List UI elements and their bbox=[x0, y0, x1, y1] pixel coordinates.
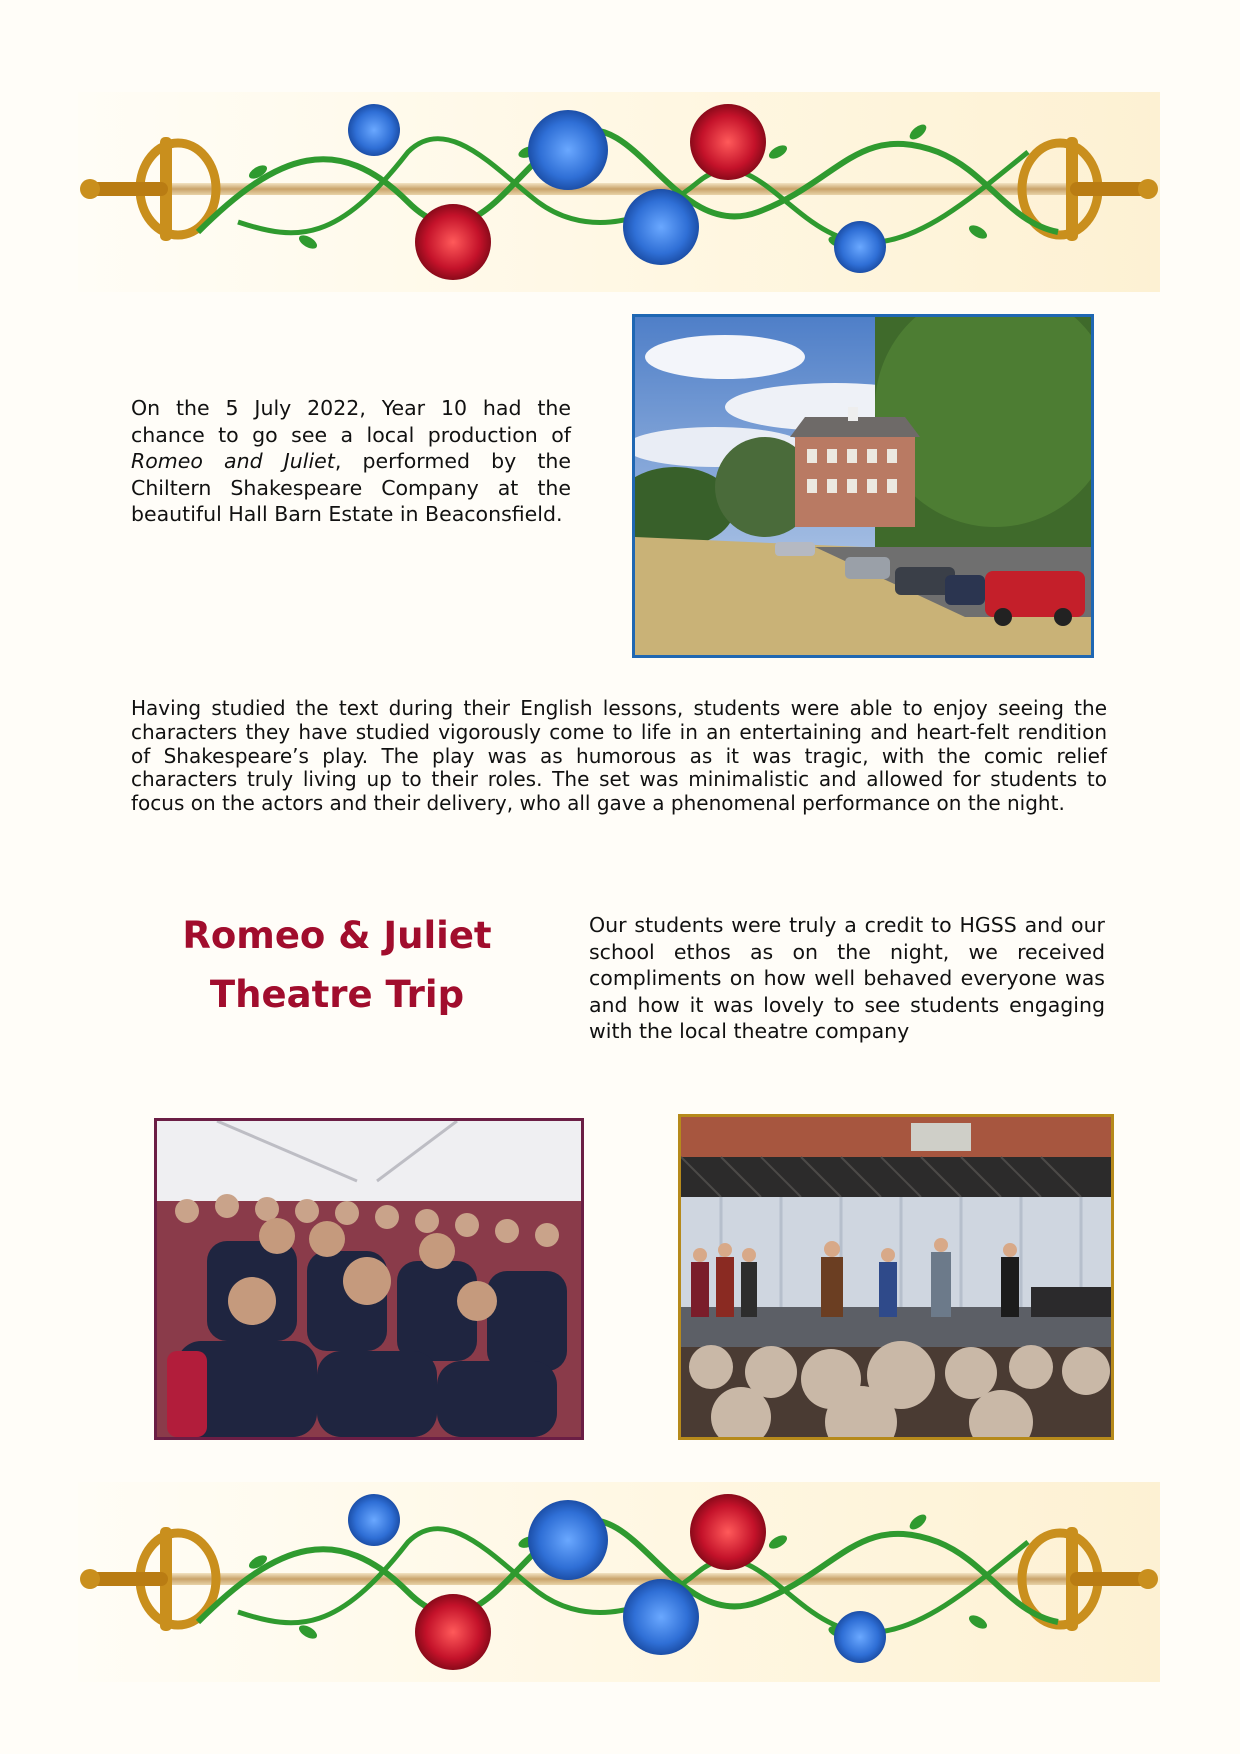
top-banner bbox=[78, 92, 1160, 292]
bottom-banner bbox=[78, 1482, 1160, 1682]
sword-rose-vine-icon bbox=[78, 1482, 1160, 1682]
rose-icon bbox=[528, 1500, 608, 1580]
rose-icon bbox=[834, 1611, 886, 1663]
rose-icon bbox=[348, 104, 400, 156]
title-line-1: Romeo & Juliet bbox=[182, 914, 492, 957]
rose-icon bbox=[690, 1494, 766, 1570]
audience-photo bbox=[154, 1118, 584, 1440]
hall-barn-photo bbox=[632, 314, 1094, 658]
rose-icon bbox=[623, 189, 699, 265]
rose-icon bbox=[415, 1594, 491, 1670]
rose-icon bbox=[690, 104, 766, 180]
rose-icon bbox=[348, 1494, 400, 1546]
intro-paragraph: On the 5 July 2022, Year 10 had the chance to go see a local production of Romeo and Juliet, performed by the Chiltern Shakespeare Company at the beautiful Hall Barn Estate in Beaconsfield. bbox=[131, 396, 572, 526]
rose-icon bbox=[834, 221, 886, 273]
credit-paragraph: Our students were truly a credit to HGSS and our school ethos as on the night, we received compliments on how well behaved everyone was and how it was lovely to see students engaging with the local theatre company bbox=[589, 913, 1105, 1043]
sword-rose-vine-icon bbox=[78, 92, 1160, 292]
play-title-italic: Romeo and Juliet bbox=[131, 449, 335, 473]
rose-icon bbox=[623, 1579, 699, 1655]
rose-icon bbox=[528, 110, 608, 190]
stage-photo bbox=[678, 1114, 1114, 1440]
body-paragraph: Having studied the text during their English lessons, students were able to enjoy seeing the characters they have studied vigorously come to life in an entertaining and heart-felt rendition of Shakespeare’s play. The play was as humorous as it was tragic, with the comic relief characters truly living up to their roles. The set was minimalistic and allowed for students to focus on the actors and their delivery, who all gave a phenomenal performance on the night. bbox=[131, 696, 1107, 816]
rose-icon bbox=[415, 204, 491, 280]
title-line-2: Theatre Trip bbox=[209, 973, 465, 1016]
page-title bbox=[138, 906, 536, 1024]
